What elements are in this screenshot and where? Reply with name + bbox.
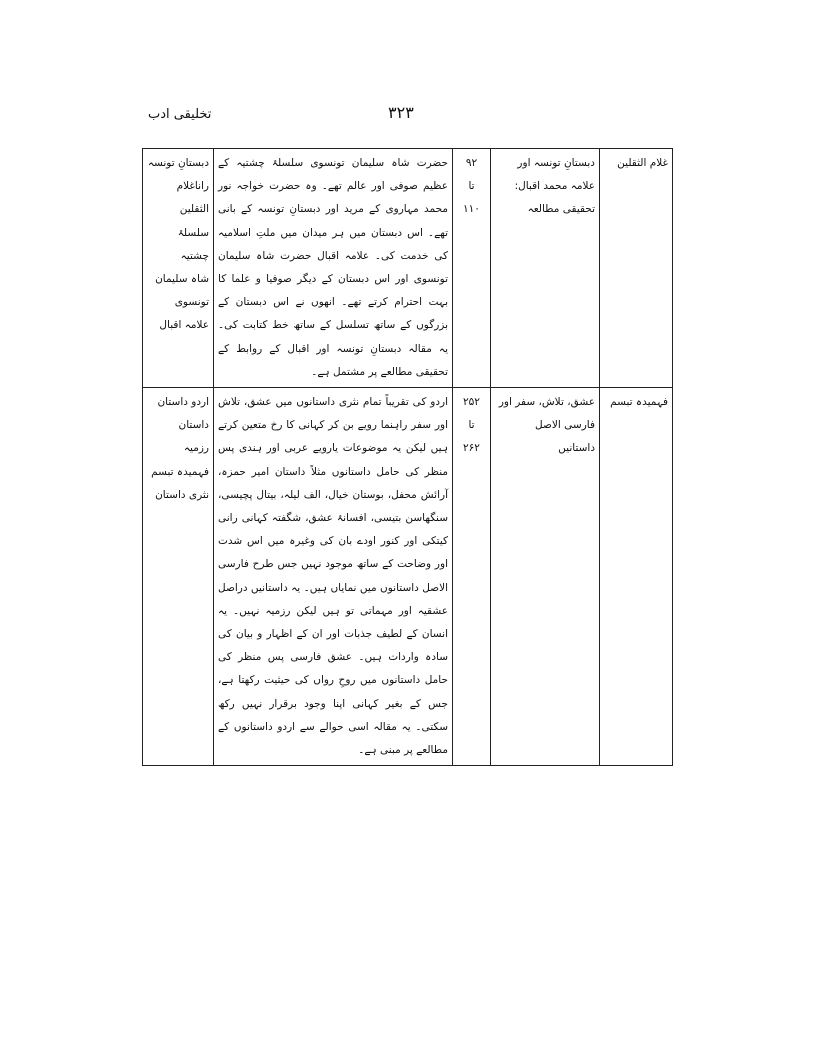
keyword: شاہ سلیمان [155, 273, 209, 286]
page-start: ۲۵۲ [463, 396, 480, 409]
keyword: سلسلۂ چشتیہ [177, 226, 209, 262]
page-start: ۹۲ [465, 157, 478, 169]
keyword: علامہ اقبال [159, 319, 209, 332]
page-end: ۱۱۰ [463, 203, 480, 215]
pages-cell [453, 388, 491, 766]
page-number: ۳۲۳ [388, 103, 414, 122]
summary-cell: اردو کی تقریباً تمام نثری داستانوں میں عشق، تلاش اور سفر راہنما رویے بن کر کہانی کا رخ متعین کرتے ہیں لیکن یہ موضوعات یارویے عربی اور ہندی پس منظر کی حامل داستانوں مثلاً داستان امیر حمزہ، آرائش محفل، بوستان خیال، الف لیلہ، بیتال پچیسی، سنگھاسن بتیسی، افسانۂ عشق، شگفتہ کہانی رانی کیتکی اور کنور اودے بان کی وغیرہ میں اس شدت اور وضاحت کے ساتھ موجود نہیں جس طرح فارسی الاصل داستانوں میں نمایاں ہیں۔ یہ داستانیں دراصل عشقیہ اور مہماتی تو ہیں لیکن رزمیہ نہیں۔ یہ انسان کے لطیف جذبات اور ان کے اظہار و بیان کی سادہ واردات ہیں۔ عشق فارسی پس منظر کی حامل داستانوں میں روحِ رواں کی حیثیت رکھتا ہے، جس کے بغیر کہانی اپنا وجود برقرار نہیں رکھ سکتی۔ یہ مقالہ اسی حوالے سے اردو داستانوں کے مطالعے پر مبنی ہے۔ [214, 388, 453, 766]
author-cell: غلام الثقلین [600, 149, 673, 388]
article-title-cell: دبستانِ تونسہ اور علامہ محمد اقبال: تحقیقی مطالعہ [491, 149, 600, 388]
keyword: تونسوی [174, 296, 209, 309]
keyword: رزمیہ [183, 442, 209, 455]
keyword: فہمیدہ تبسم [151, 465, 209, 478]
keywords-cell [143, 388, 214, 766]
page-end: ۲۶۲ [463, 442, 480, 455]
keyword: داستان [178, 419, 209, 432]
table-row [143, 149, 673, 388]
keyword: دبستانِ تونسہ [147, 157, 209, 169]
keyword: اردو داستان [157, 396, 209, 409]
page-range-separator: تا [468, 180, 475, 192]
keyword: نثری داستان [155, 488, 209, 501]
keywords-cell [143, 149, 214, 388]
table-row [143, 388, 673, 766]
keyword: راناغلام الثقلین [176, 180, 209, 216]
author-cell: فہمیدہ تبسم [600, 388, 673, 766]
article-title-cell: عشق، تلاش، سفر اور فارسی الاصل داستانیں [491, 388, 600, 766]
page-range-separator: تا [468, 419, 475, 432]
summary-cell: حضرت شاہ سلیمان تونسوی سلسلۂ چشتیہ کے عظیم صوفی اور عالم تھے۔ وہ حضرت خواجہ نور محمد مہاروی کے مرید اور دبستانِ تونسہ کے بانی تھے۔ اس دبستان میں ہر میدان میں ملتِ اسلامیہ کی خدمت کی۔ علامہ اقبال حضرت شاہ سلیمان تونسوی اور اس دبستان کے دیگر صوفیا و علما کا بہت احترام کرتے تھے۔ انھوں نے اس دبستان کے بزرگوں کے ساتھ تسلسل کے ساتھ خط کتابت کی۔ یہ مقالہ دبستانِ تونسہ اور اقبال کے روابط کے تحقیقی مطالعے پر مشتمل ہے۔ [214, 149, 453, 388]
journal-title: تخلیقی ادب [148, 107, 212, 122]
pages-cell [453, 149, 491, 388]
abstracts-table [142, 148, 673, 766]
